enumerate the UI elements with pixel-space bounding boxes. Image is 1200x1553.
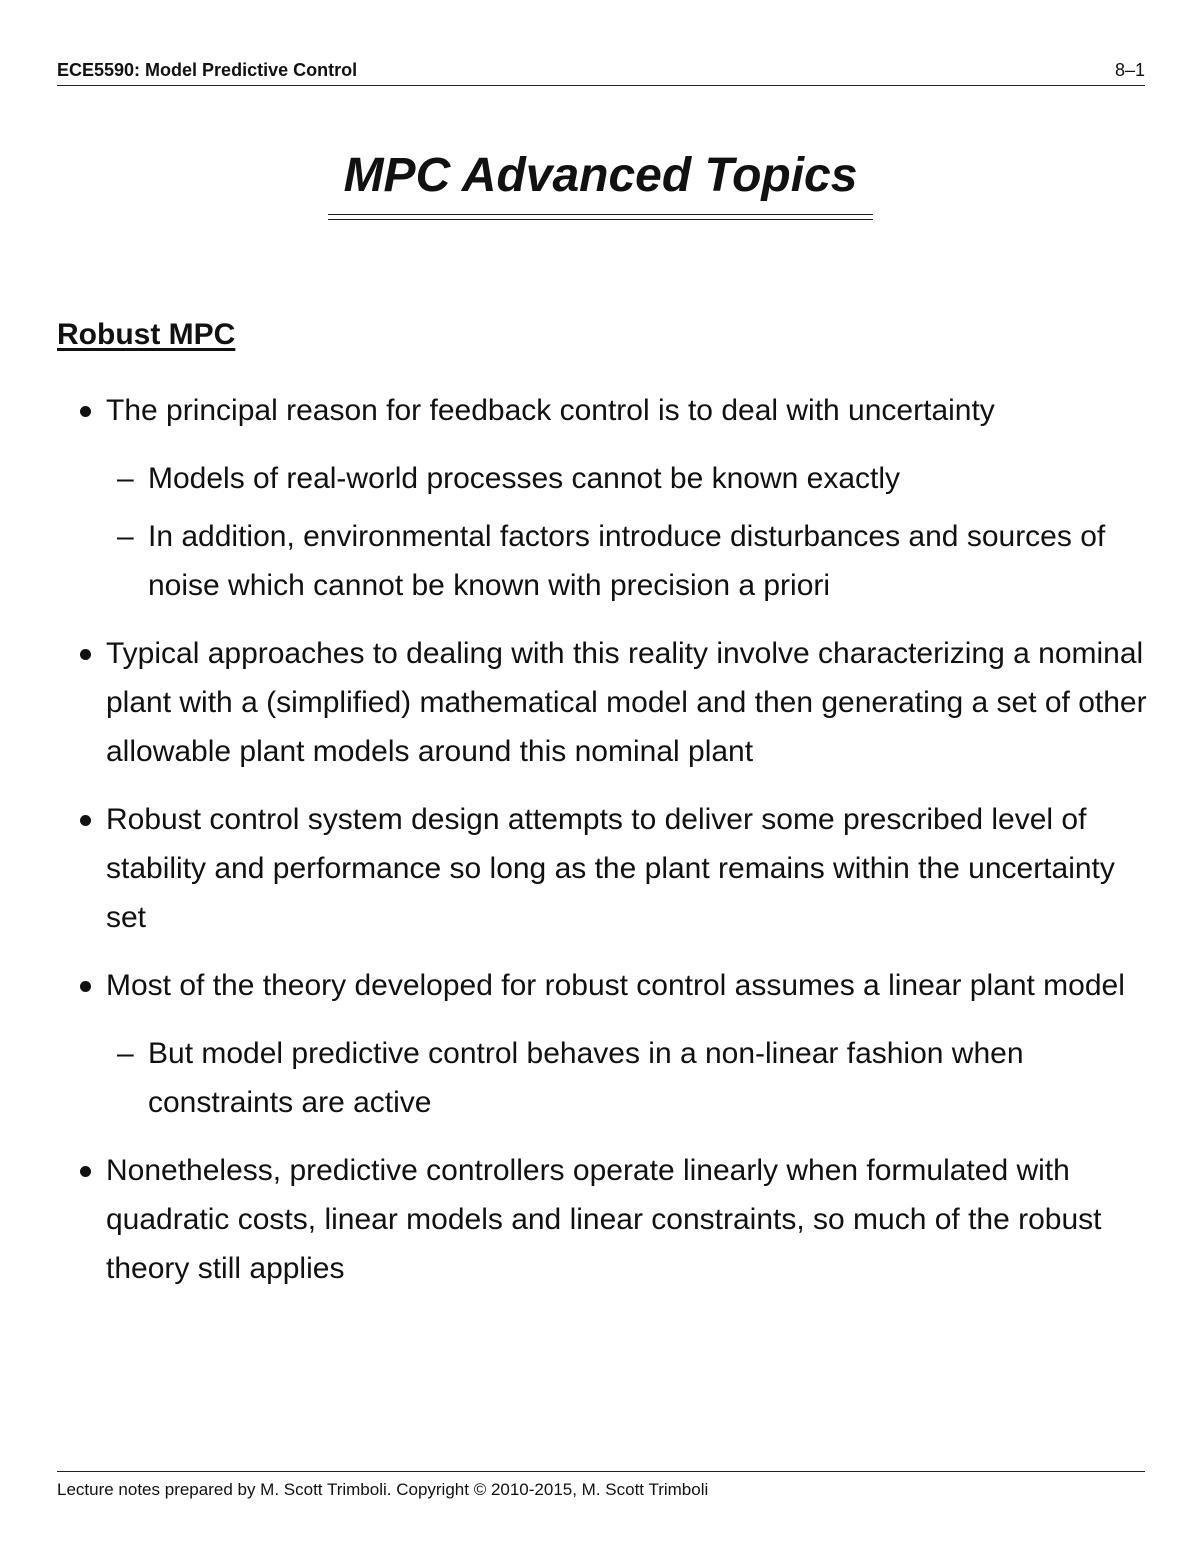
- bullet-text: Nonetheless, predictive controllers operate linearly when formulated with quadratic costs, linear models and linear constraints, so much of the robust theory still applies: [106, 1154, 1102, 1285]
- bullet-dot: [80, 815, 91, 826]
- dash-marker: –: [117, 462, 134, 495]
- bullet-item: [78, 795, 1158, 942]
- bullet-item: [78, 1146, 1158, 1293]
- title-block: [328, 146, 873, 220]
- sub-item: [106, 454, 1158, 503]
- page-number: 8–1: [1114, 60, 1145, 80]
- bullet-dot: [80, 406, 91, 417]
- page-header: [57, 58, 1145, 86]
- bullet-item: [78, 629, 1158, 776]
- sub-list: [106, 1029, 1158, 1127]
- dash-marker: –: [117, 1037, 134, 1070]
- bullet-dot: [80, 981, 91, 992]
- sub-item-text: Models of real-world processes cannot be known exactly: [148, 462, 901, 495]
- section-heading: Robust MPC: [57, 318, 236, 351]
- bullet-text: The principal reason for feedback control is to deal with uncertainty: [106, 394, 995, 427]
- sub-item-text: In addition, environmental factors introduce disturbances and sources of noise which cannot be known with precision a priori: [148, 520, 1106, 602]
- sub-list: [106, 454, 1158, 610]
- course-title: ECE5590: Model Predictive Control: [57, 60, 358, 80]
- bullet-dot: [80, 649, 91, 660]
- bullet-item: [78, 386, 1158, 610]
- bullet-text: Typical approaches to dealing with this reality involve characterizing a nominal plant with a (simplified) mathematical model and then generating a set of other allowable plant models around this nominal plant: [106, 637, 1147, 768]
- sub-item: [106, 1029, 1158, 1127]
- bullet-dot: [80, 1166, 91, 1177]
- bullet-item: [78, 961, 1158, 1127]
- sub-item: [106, 512, 1158, 610]
- bullet-text: Most of the theory developed for robust control assumes a linear plant model: [106, 969, 1125, 1002]
- page-footer: [57, 1471, 1145, 1500]
- footer-copyright: Lecture notes prepared by M. Scott Trimboli. Copyright © 2010-2015, M. Scott Trimboli: [57, 1480, 709, 1499]
- title-double-rule: [328, 214, 873, 220]
- bullet-text: Robust control system design attempts to deliver some prescribed level of stability and performance so long as the plant remains within the uncertainty set: [106, 803, 1115, 934]
- bullet-list: [78, 386, 1158, 1312]
- page-title: MPC Advanced Topics: [343, 149, 858, 202]
- sub-item-text: But model predictive control behaves in a non-linear fashion when constraints are active: [148, 1037, 1024, 1119]
- dash-marker: –: [117, 520, 134, 553]
